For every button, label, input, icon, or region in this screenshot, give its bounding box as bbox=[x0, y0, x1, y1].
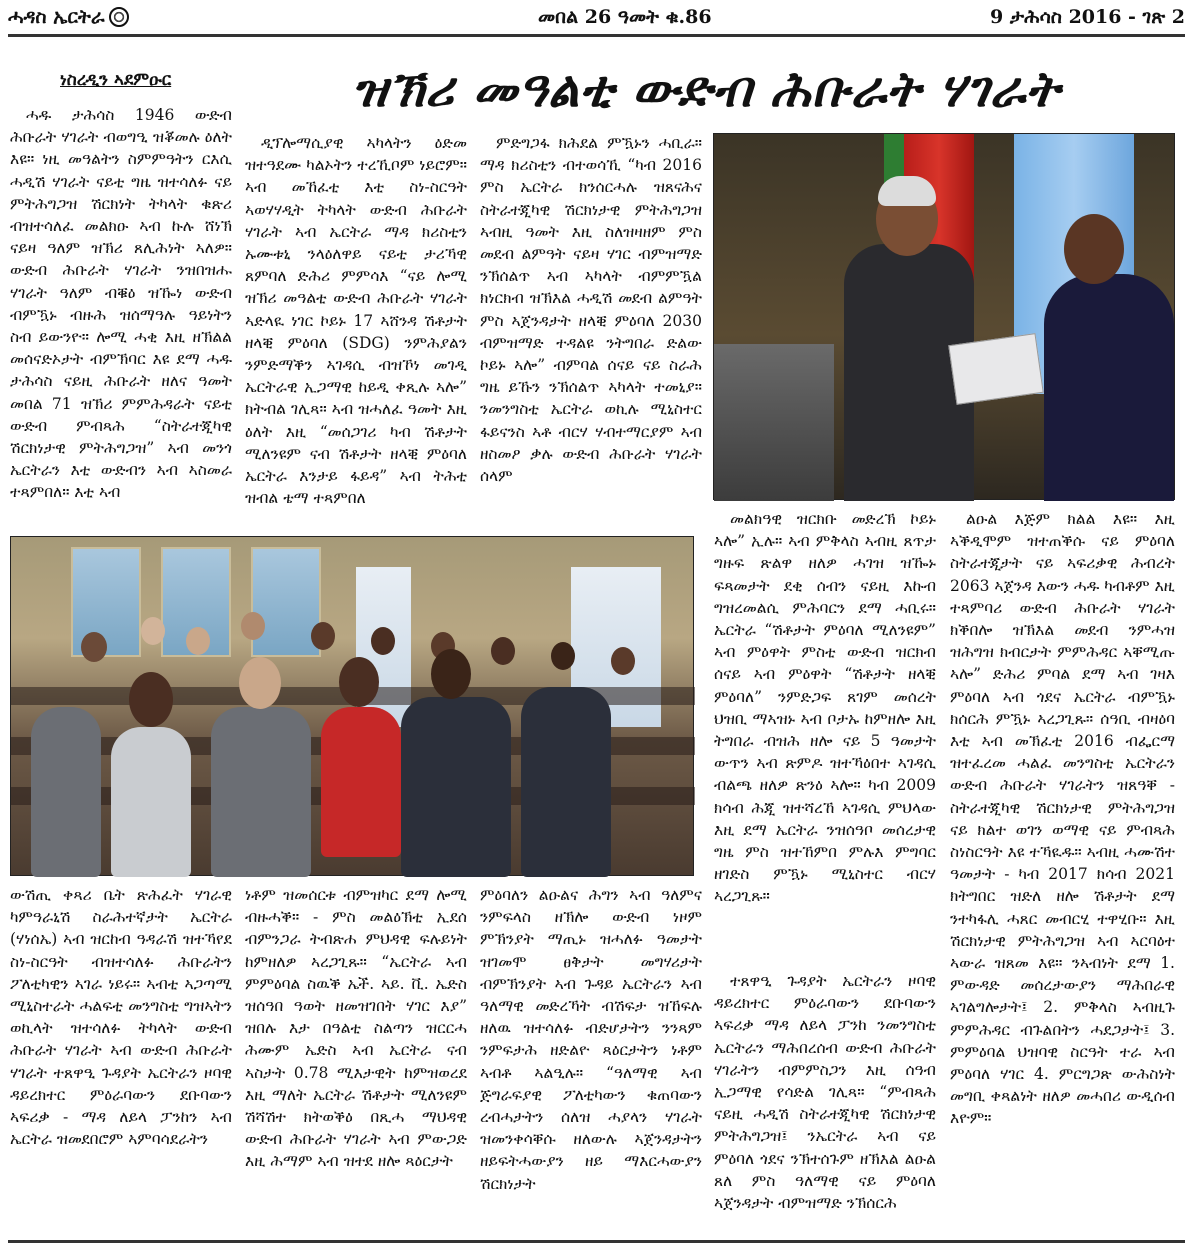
column-3-bottom bbox=[480, 884, 702, 1234]
man-hair bbox=[878, 176, 936, 206]
column-1-top-text: ሓዱ ታሕሳስ 1946 ውድብ ሕቡራት ሃገራት ብወግዒ ዝቖመሉ ዕለት እዩ። ነዚ መዓልትን ስምምዓትን ርእሲ ሓዲሽ ሃገራት ናይቲ ግዜ ዝተሳለፉ ናይ ምትሕግጋዝ ሽርክነት ትካላት ቁጽሪ ብዝተሳለፈ መልክዑ ኣብ ኩሉ ሸነኽ ናይዛ ዓለም ዝኽሪ ጸሊሕነት ኣለዎ። ውድብ ሕቡራት ሃገራት ንዝበዝሑ ሃገራት ዓለም ብቑዕ ዝዀነ ውድብ ብምዃኑ ብዙሕ ዝሰማዓሉ ዓይነትን ስብ ይውንዮ። ሎሚ ሓቂ እዚ ዘኽልል መሰናድኦታት ብምኽባር እዩ ደማ ሓዱ ታሕሳስ ናይዚ ሕቡራት ዘለና ዓመት መበል 71 ዝኽሪ ምምሕዳራት ናይቲ ውድብ ምብጻሕ “ስትራተጂካዊ ሽርክነታዊ ምትሕግጋዝ” ኣብ መንጎ ኤርትራን እቲ ውድብን ኣብ ኣስመራ ተጻምበለ። እቲ ኣብ bbox=[10, 106, 232, 502]
issue-number: መበል 26 ዓመት ቁ.86 bbox=[538, 6, 712, 28]
column-4-bottom bbox=[714, 970, 936, 1235]
lectern bbox=[714, 344, 834, 501]
bottom-rule bbox=[8, 1240, 1185, 1243]
column-3-top-text: ምድግጋፋ ክሕደል ምዃኑን ሓቢራ። ማዳ ክሪስቲን ብተወሳኺ “ካብ 2016 ምስ ኤርትራ ክንሰርሓሉ ዝጸናሕና ስትራተጂካዊ ሽርክነታዊ ምትሕግጋዝ ኣብዚ ዓመት እዚ ስለዝዛዘም ምስ መደብ ልምዓት ናይዛ ሃገር ብምዝማድ ንኽሰልጥ ኣብ ኣካላት ብምምዃል ክነርክብ ዝኽእል ሓዲሽ መደብ ልምዓት ምስ ኣጀንዳታት ዘላቒ ምዕባለ 2030 ብምዝማድ ተዳልዩ ንትግበራ ድልው ኮይኑ ኣሎ” ብምባል ሰናይ ናይ ስራሕ ግዜ ይኹን ንኽሰልጥ ኣካላት ተመኒያ። ንመንግስቲ ኤርትራ ወኪሉ ሚኒስተር ፋይናንስ ኣቶ ብርሃ ሃብተማርያም ኣብ ዘስመዖ ቃሉ ውድብ ሕቡራት ሃገራት ሰላም bbox=[480, 134, 702, 486]
document-exchange bbox=[948, 333, 1043, 405]
audience-head bbox=[141, 617, 165, 645]
top-rule bbox=[8, 34, 1185, 37]
column-4-mid bbox=[714, 508, 936, 906]
audience-head bbox=[311, 622, 335, 650]
audience-woman-white bbox=[111, 727, 191, 877]
audience-head bbox=[81, 632, 107, 662]
audience-head bbox=[186, 627, 210, 655]
column-2-bottom bbox=[245, 884, 467, 1234]
audience-photo bbox=[10, 536, 694, 876]
woman-figure bbox=[1044, 274, 1174, 501]
paper-name: ሓዳስ ኤርትራ bbox=[8, 6, 105, 28]
audience-head bbox=[129, 672, 173, 727]
column-1-top bbox=[10, 104, 232, 532]
masthead-left bbox=[8, 6, 129, 28]
masthead bbox=[8, 4, 1185, 32]
column-2-bottom-text: ነቶም ዝመሰርቱ ብምዝካር ደማ ሎሚ ብዙሓቕ። - ምስ መልዕኽቲ ኢደሰ ብምንጋራ ትብጽሐ ምህዳዊ ፍሉይነት ከምዘለዎ ኣረጋጊጹ። “ኤርትራ ኣብ ምምዕባል ስዉቕ ኤች. ኣይ. ቪ. ኤድስ ዝሰዓበ ዓወት ዘመዝገበት ሃገር እያ” ዝበሉ እታ በዓልቲ ስልጣን ዝርርሓ ሕሙም ኤድስ ኣብ ኤርትራ ናብ ኣስታት 0.78 ሚእታዊት ከምዝወረደ እዚ ማለት ኤርትራ ሽቶታት ሚለንዩም ሽሻሽተ ክትወቕዕ በጺሓ ማህዳዊ ውድብ ሕቡራት ሃገራት ኣብ ምውጋድ እዚ ሕማም ኣብ ዝተደ ዘሎ ጻዕርታት bbox=[245, 886, 467, 1171]
audience-head bbox=[371, 627, 395, 655]
date-page: 9 ታሕሳስ 2016 - ገጽ 2 bbox=[990, 6, 1185, 28]
audience-head bbox=[339, 657, 379, 707]
audience-head bbox=[491, 637, 515, 665]
woman-head bbox=[1064, 214, 1124, 284]
audience-head bbox=[551, 642, 575, 670]
audience-man-dark bbox=[521, 687, 611, 877]
headline: ዝኽሪ መዓልቲ ውድብ ሕቡራት ሃገራት bbox=[352, 60, 1061, 118]
wall-window bbox=[251, 547, 321, 657]
audience-woman-red bbox=[321, 707, 401, 857]
column-5-mid-text: ልዑል እጅም ክልል እዩ። እዚ ኣቕዲሞም ዝተጠቕሱ ናይ ምዕባለ ስትራተጂታት ናይ ኣፍሪቃዊ ሕብረት 2063 ኣጀንዳ እውን ሓዱ ካብቶም እዚ ተጻምባሪ ውድብ ሕቡራት ሃገራት ክቕበሎ ዝኽእል መደብ ንምሓዝ ዝሕግዝ ክብርታት ምምሕዳር ኣቐሚጡ ኣሎ” ድሕሪ ምባል ደማ ኣብ ገዛእ ምዕባለ ኣብ ጎደና ኤርትራ ብምዃኑ ክሰርሕ ምዃኑ ኣረጋጊጹ። ሰዓቢ ብዛዕባ እቲ ኣብ መኽፈቲ 2016 ብፌርማ ዝተፈረመ ሓልፈ መንግስቲ ኤርትራን ውድብ ሕቡራት ሃገራትን ዝጸዓቐ - ስትራተጂካዊ ሽርክነታዊ ምትሕግጋዝ ናይ ክልተ ወገን ወማዊ ናይ ምብጻሕ ስነስርዓት እዩ ተኻዪዱ። ኣብዚ ሓሙሽተ ዓመታት - ካብ 2017 ክሳብ 2021 ክትግበር ዝድለ ዘሎ ሽቶታት ደማ ንተካፋሊ ሓጸር መብርሂ ተዋሂቡ። እዚ ሽርክነታዊ ምትሕግጋዝ ኣብ ኣርባዕተ ኣውራ ዝጸመ እዩ። ንኣብነት ደማ 1. ምውዳድ መሰረታውያን ማሕበራዊ ኣገልግሎታት፤ 2. ምቅላስ ኣብዚጉ ምምሕዳር ብጉልበትን ሓደጋታት፤ 3. ምምዕባል ህዝባዊ ስርዓት ተራ ኣብ ምዕባለ ሃገር 4. ምርግጋጽ ውሕስነት መግቢ ቀጻልነት ዘለዎ መሓበሪ ውዲሰብ እዮም። bbox=[950, 510, 1175, 1128]
column-4-mid-text: መልክዓዊ ዝርክቡ መድረኽ ኮይኑ ኣሎ” ኢሉ። ኣብ ምቅላስ ኣብዚ ጸጥታ ግዙፍ ጽልዋ ዘለዎ ሓገዝ ዝዀኑ ፍጻመታት ደቂ ሰብን ናይዚ እኩብ ግዝረመልሲ ምሕባርን ደማ ሓቢሩ። ኤርትራ “ሽቶታት ምዕባለ ሚለንዩም” ኣብ ምዕዋት ምስቲ ውድብ ዝርክብ ሰናይ ኣብ ምዕዋት “ሽቶታት ዘላቒ ምዕባለ” ንምድጋፍ ጸገም መሰረት ህዝቢ ማኣዝኑ ኣብ ቦታኡ ከምዘሎ እዚ ትግበራ ብዝሕ ዘሎ ናይ 5 ዓመታት ውጥን ኣብ ጽምዶ ዝተኻዕበተ ኣገዳሲ ብልጫ ዘለዎ ጽንዕ ኣሎ። ካብ 2009 ክሳብ ሕጂ ዝተሻረኸ ኣገዳሲ ምህላው እዚ ደማ ኤርትራ ንዝሰዓቦ መሰረታዊ ግዜ ምስ ዝተኸምበ ምሉእ ምግባር ዘገድስ ምዃኑ ሚኒስተር ብርሃ ኣረጋጊጹ። bbox=[714, 510, 936, 906]
column-4-bottom-text: ተጸዋዒ ጉዳያት ኤርትራን ዞባዊ ዳይረክተር ምዕራባውን ደቡባውን ኣፍሪቃ ማዳ ለይላ ፓንከ ንመንግስቲ ኤርትራን ማሕበረሰብ ውድብ ሕቡራት ሃገራትን ብምምስጋን እዚ ሰዓብ ኢጋማዊ የሳድል ገሊጻ። “ምብጻሕ ናይዚ ሓዲሽ ስትራተጂካዊ ሽርክነታዊ ምትሕግጋዝ፤ ንኤርትራ ኣብ ናይ ምዕባለ ጎደና ንኽተሰጉም ዘኽእል ልዑል ጸለ ምስ ዓለማዊ ናይ ምዕባለ ኣጀንዳታት ብምዝማድ ንኽሰርሕ bbox=[714, 972, 936, 1213]
column-5-mid bbox=[950, 508, 1175, 1235]
column-1-bottom-text: ውሽጢ ቀጻሪ ቤት ጽሕፈት ሃገራዊ ካምዓራኒሽ ስራሕተኛታት ኤርትራ (ሃነሰኤ) ኣብ ዝርከብ ዓዳራሽ ዝተኻየደ ስነ-ስርዓት ብዝተሳለፉ ሕቡራትን ፖለቲካዊን ኣገራ ነይሩ። ኣብቲ ኣጋጣሚ ሚኒስተራት ሓልፍቲ መንግስቲ ግዝኣትን ወኪላት ዝተሳለፉ ትካላት ውድብ ሕቡራት ሃገራት ኣብ ውድብ ሕቡራት ሃገራት ተጸዋዒ ጉዳያት ኤርትራን ዞባዊ ዳይረክተር ምዕራባውን ደቡባውን ኣፍሪቃ - ማዳ ለይላ ፓንከን ኣብ ኤርትራ ዝመደበሮም ኣምባሳደራትን bbox=[10, 886, 232, 1149]
audience-head bbox=[239, 657, 281, 709]
column-1-bottom bbox=[10, 884, 232, 1234]
byline: ነስረዲን ኣደምዑር bbox=[60, 70, 172, 90]
audience-head bbox=[241, 612, 265, 640]
audience-man-grey bbox=[31, 707, 101, 877]
audience-man-grey bbox=[211, 707, 311, 877]
emblem-icon bbox=[109, 7, 129, 27]
column-3-bottom-text: ምዕባለን ልዑልና ሕግን ኣብ ዓለምና ንምፍላስ ዘኽሎ ውድብ ነዞም ምኽንያት ማጢኑ ዝሓለፉ ዓመታት ዝገመሞ ፀቅታት መግሃሪታት ብምኽንያት ኣብ ጉዳይ ኤርትራን ኣብ ዓለማዊ መድረኻት ብሽፍታ ዝኸፍሉ ዘለዉ ዝተሳለፉ ብድሆታትን ንንጻም ንምፍታሕ ዘድልዮ ጻዕርታትን ነቶም ኣብቶ ኣልዒሉ። “ዓለማዊ ኣብ ጅግራፍያዊ ፖለቲካውን ቁጠባውን ረብሓታትን ሰለዝ ሓያላን ሃገራት ዝመንቀሳቐሱ ዘለውሉ ኣጀንዳታትን ዘይፍትሓውያን ዘይ ማእርሓውያን ሽርክነታት bbox=[480, 886, 702, 1193]
audience-head bbox=[611, 647, 635, 675]
ceremony-photo bbox=[713, 133, 1175, 500]
column-2-top bbox=[245, 132, 467, 532]
audience-head bbox=[431, 649, 471, 699]
column-2-top-text: ዲፕሎማሲያዊ ኣካላትን ዕድመ ዝተዓደሙ ካልኦትን ተረኺቦም ነይሮም። ኣብ መኸፈቲ እቲ ስነ-ስርዓት ኣወሃሃዲት ትካላት ውድብ ሕቡራት ሃገራት ኣብ ኤርትራ ማዳ ክሪስቲን ኡሙቱኒ ንላዕለዋይ ናይቲ ታሪኻዊ ጸምባለ ድሕሪ ምምሳእ “ናይ ሎሚ ዝኽሪ መዓልቲ ውድብ ሕቡራት ሃገራት ኣድላዪ ነገር ኮይኑ 17 ኣሸንዳ ሽቶታት ዘላቒ ምዕባለ (SDG) ንምሕያልን ንምድማቕን ኣገዳሲ ብዝኾነ መገዲ ኤርትራዊ ኢጋማዊ ከይዲ ቀጺሉ ኣሎ” ክትብል ገሊጻ። ኣብ ዝሓለፈ ዓመት እዚ ዕለት እዚ “መሰጋገሪ ካብ ሽቶታት ሚለንዩም ናብ ሽቶታት ዘላቒ ምዕባለ ኤርትራ እንታይ ፋይዳ” ኣብ ትሕቲ ዝብል ቴማ ተጻምበለ bbox=[245, 134, 467, 508]
audience-man-dark bbox=[401, 697, 511, 877]
column-3-top bbox=[480, 132, 702, 532]
